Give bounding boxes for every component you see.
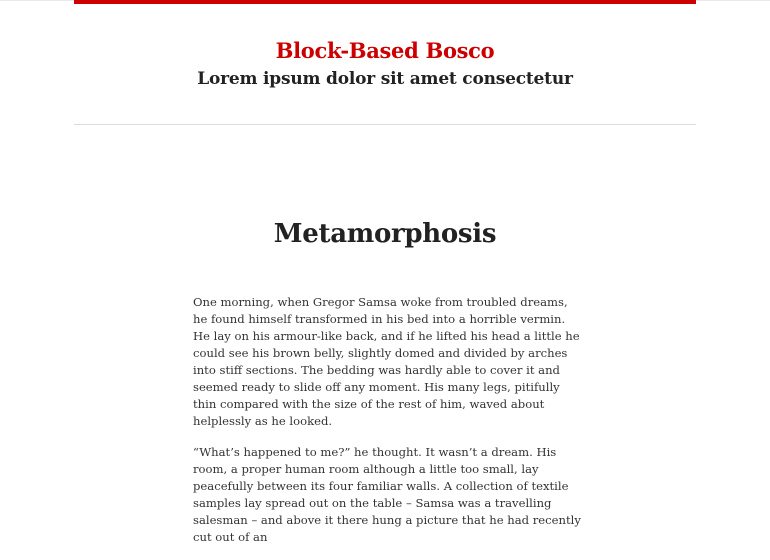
site-header xyxy=(74,4,696,124)
header-divider xyxy=(74,124,696,125)
site-title-link[interactable]: Block-Based Bosco xyxy=(275,38,495,63)
post-title: Metamorphosis xyxy=(273,219,497,249)
site-tagline: Lorem ipsum dolor sit amet consectetur xyxy=(197,69,573,89)
post-body xyxy=(193,294,583,560)
post-paragraph: “What’s happened to me?” he thought. It wasn’t a dream. His room, a proper human room although a little too small, lay peacefully between its four familiar walls. A collection of textile samples lay spread out on the table – Samsa was a travelling salesman – and above it there hung a picture that he had recently cut out of an xyxy=(193,445,581,544)
post-paragraph: One morning, when Gregor Samsa woke from troubled dreams, he found himself transformed in his bed into a horrible vermin. He lay on his armour-like back, and if he lifted his head a little he could see his brown belly, slightly domed and divided by arches into stiff sections. The bedding was hardly able to cover it and seemed ready to slide off any moment. His many legs, pitifully thin compared with the size of the rest of him, waved about helplessly as he looked. xyxy=(193,295,580,428)
